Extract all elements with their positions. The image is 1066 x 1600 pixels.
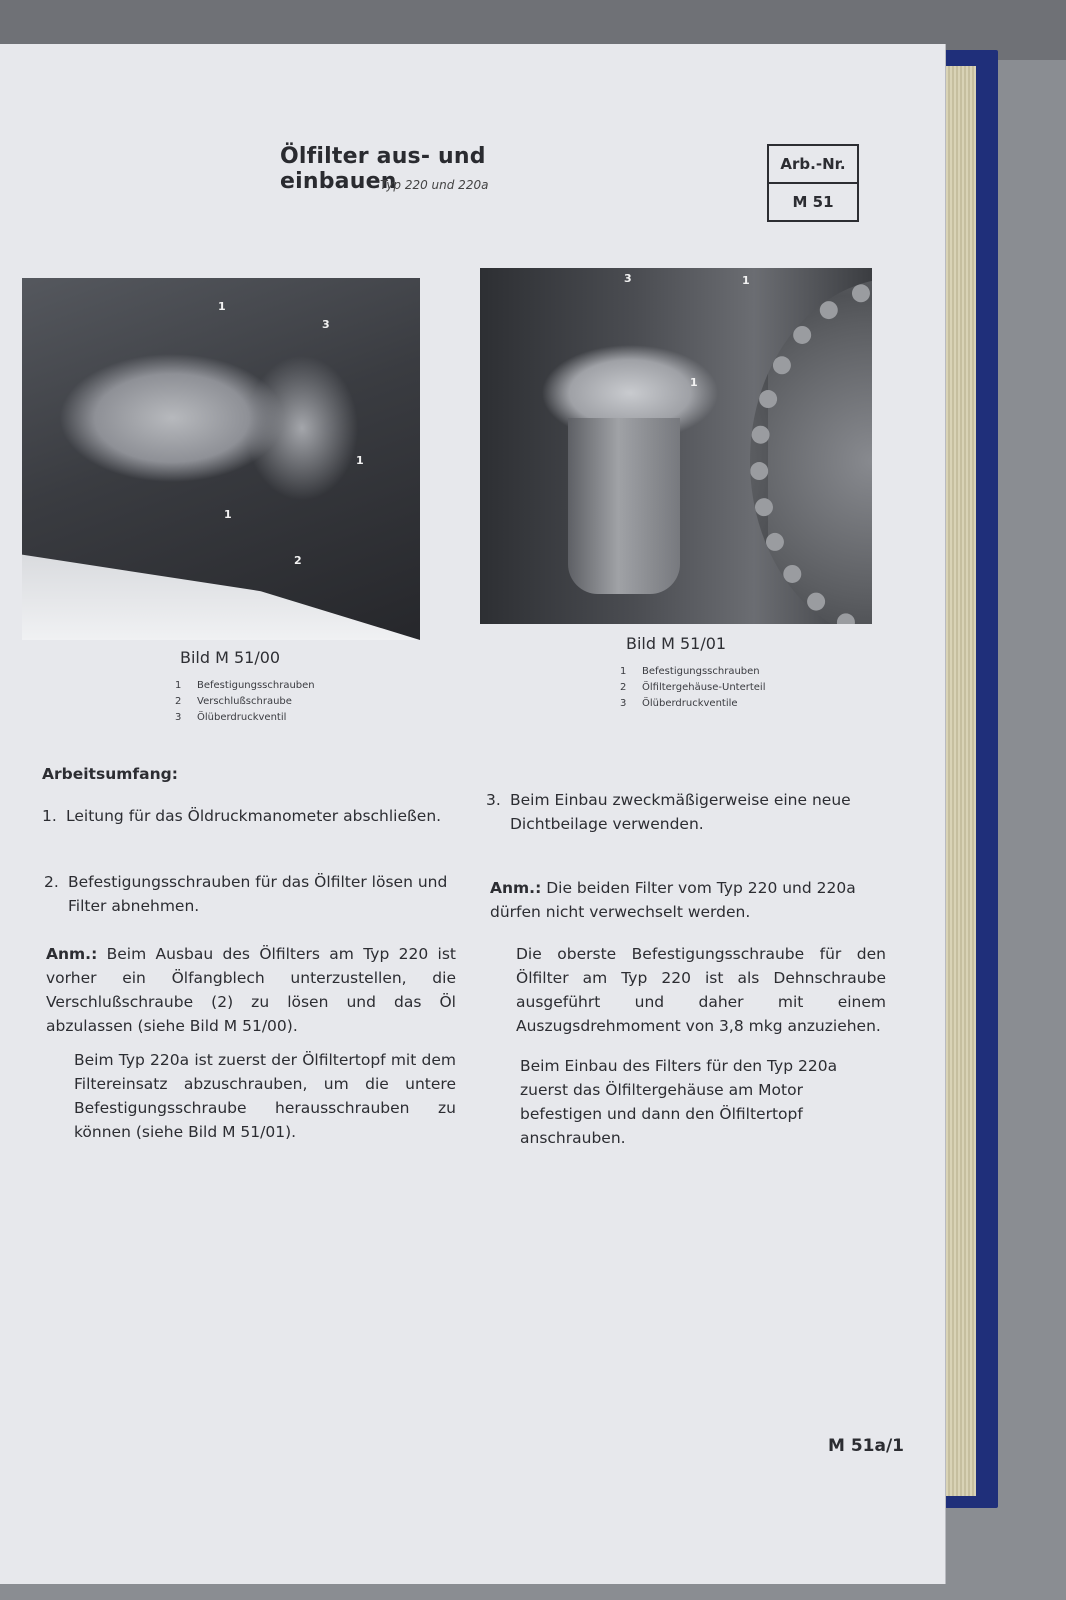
callout-label: 3 (322, 318, 330, 331)
note-label: Anm.: (490, 879, 542, 897)
note-paragraph (490, 876, 886, 924)
work-number-value: M 51 (769, 182, 857, 220)
figure-legend (175, 678, 315, 726)
legend-item: 2 Ölfiltergehäuse-Unterteil (620, 682, 766, 693)
note-text: Die beiden Filter vom Typ 220 und 220a dürfen nicht verwechselt werden. (490, 879, 856, 921)
figure-legend (620, 664, 765, 712)
callout-label: 1 (356, 454, 364, 467)
photo-floor (22, 518, 420, 640)
list-item (44, 870, 454, 918)
body-paragraph: Beim Typ 220a ist zuerst der Ölfiltertopf mit dem Filtereinsatz abzuschrauben, um die untere Befestigungsschraube herausschrauben zu können (siehe Bild M 51/01). (74, 1051, 456, 1141)
list-text: Leitung für das Öldruckmanometer abschließen. (66, 807, 442, 825)
list-text: Beim Einbau zweckmäßigerweise eine neue Dichtbeilage verwenden. (510, 791, 851, 833)
list-number: 2. (44, 873, 59, 891)
flywheel-gear (750, 278, 872, 624)
work-number-box (767, 144, 859, 222)
list-number: 3. (486, 791, 501, 809)
list-item (486, 788, 886, 836)
list-item (42, 804, 452, 828)
work-number-label: Arb.-Nr. (780, 155, 846, 173)
figure-caption: Bild M 51/01 (626, 634, 727, 653)
page-number: M 51a/1 (828, 1436, 905, 1456)
body-paragraph: Beim Einbau des Filters für den Typ 220a zuerst das Ölfiltergehäuse am Motor befestigen und dann den Ölfiltertopf anschrauben. (520, 1057, 838, 1147)
page-title: Ölfilter aus- und einbauen (280, 144, 486, 194)
body-paragraph: Die oberste Befestigungsschraube für den Ölfilter am Typ 220 ist als Dehnschraube ausgeführt und daher mit einem Auszugsdrehmoment von 3,8 mkg anzuziehen. (516, 945, 886, 1035)
section-heading: Arbeitsumfang: (42, 765, 178, 783)
callout-label: 1 (224, 508, 232, 521)
note-text: Beim Ausbau des Ölfilters am Typ 220 ist vorher ein Ölfangblech unterzustellen, die Verschlußschraube (2) zu lösen und das Öl abzulassen (siehe Bild M 51/00). (46, 945, 456, 1035)
callout-label: 1 (690, 376, 698, 389)
list-text: Befestigungsschrauben für das Ölfilter lösen und Filter abnehmen. (68, 873, 448, 915)
note-paragraph (46, 942, 456, 1038)
callout-label: 1 (742, 274, 750, 287)
list-number: 1. (42, 807, 57, 825)
legend-item: 1 Befestigungsschrauben (175, 680, 315, 691)
callout-label: 1 (218, 300, 226, 313)
callout-label: 2 (294, 554, 302, 567)
legend-item: 3 Ölüberdruckventile (620, 698, 738, 709)
legend-item: 3 Ölüberdruckventil (175, 712, 287, 723)
callout-label: 3 (624, 272, 632, 285)
filter-canister (568, 418, 680, 594)
manual-page (0, 44, 946, 1584)
legend-item: 2 Verschlußschraube (175, 696, 292, 707)
note-label: Anm.: (46, 945, 98, 963)
photo-m51-01 (480, 268, 872, 624)
page-subtitle: Typ 220 und 220a (380, 178, 489, 192)
photo-m51-00 (22, 278, 420, 640)
legend-item: 1 Befestigungsschrauben (620, 666, 760, 677)
figure-caption: Bild M 51/00 (180, 648, 281, 667)
